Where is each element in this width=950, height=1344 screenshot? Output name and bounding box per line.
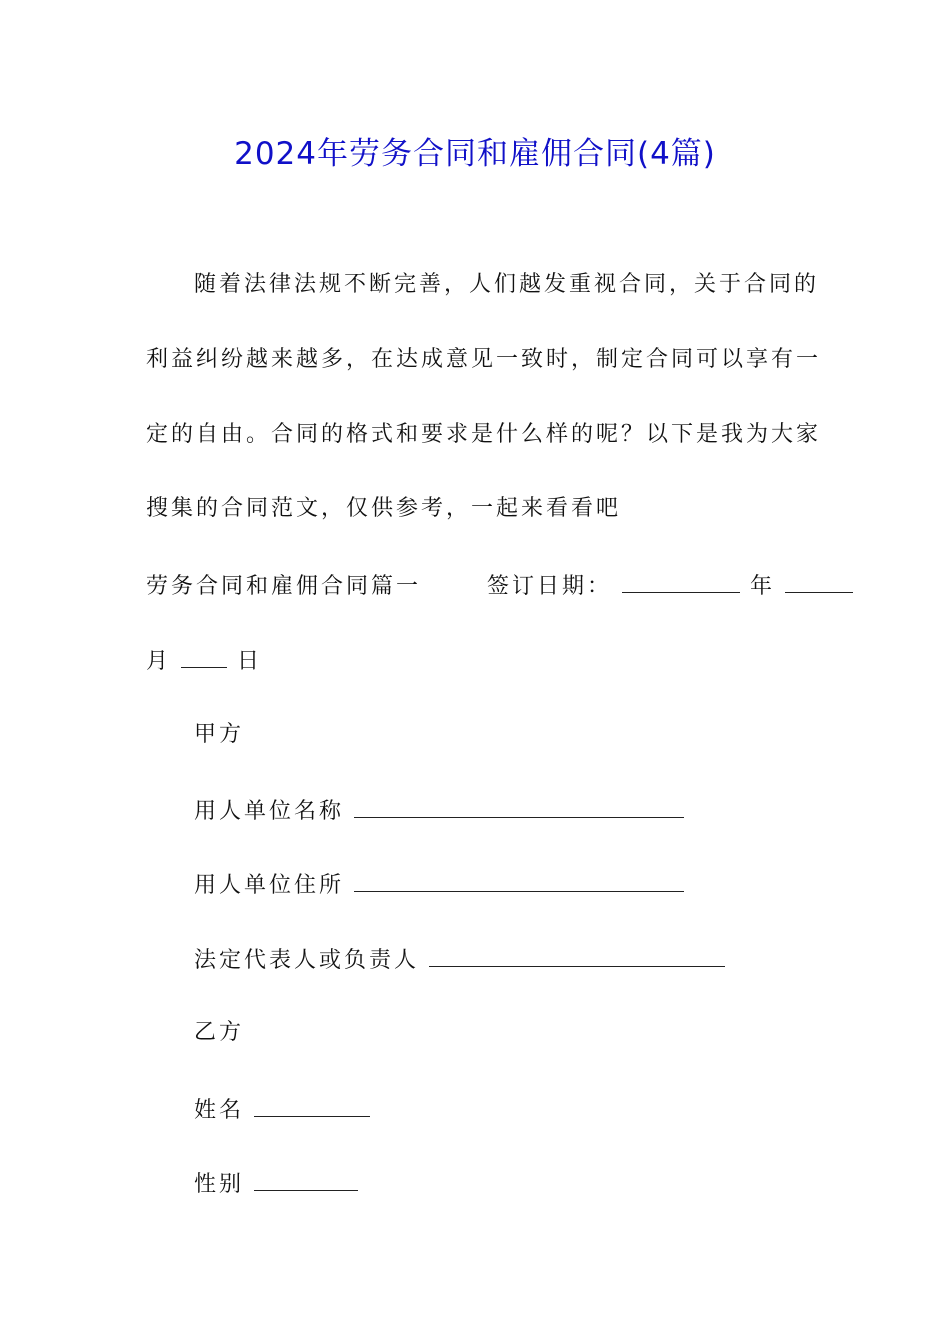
- employer-name-row: [194, 795, 684, 827]
- intro-line-3: 定的自由。合同的格式和要求是什么样的呢？以下是我为大家: [146, 422, 822, 447]
- document-title: 2024年劳务合同和雇佣合同(4篇): [234, 136, 716, 172]
- name-row: [194, 1094, 370, 1126]
- contract-heading: 劳务合同和雇佣合同篇一: [146, 574, 422, 599]
- employer-address-blank[interactable]: [354, 869, 684, 892]
- name-blank[interactable]: [254, 1094, 370, 1117]
- employer-address-row: [194, 869, 684, 901]
- month-label: 月: [146, 649, 172, 674]
- contract-heading-row: [146, 570, 853, 602]
- gender-row: [194, 1168, 358, 1200]
- day-label: 日: [237, 649, 263, 674]
- sign-month-blank[interactable]: [785, 570, 853, 593]
- employer-name-blank[interactable]: [354, 795, 684, 818]
- legal-rep-blank[interactable]: [429, 944, 725, 967]
- contract-date-row: [146, 645, 262, 677]
- gender-blank[interactable]: [254, 1168, 358, 1191]
- sign-year-blank[interactable]: [622, 570, 740, 593]
- intro-line-4: 搜集的合同范文，仅供参考，一起来看看吧: [146, 496, 622, 521]
- legal-rep-row: [194, 944, 725, 976]
- name-label: 姓名: [194, 1098, 245, 1123]
- employer-address-label: 用人单位住所: [194, 873, 345, 898]
- year-label: 年: [750, 574, 776, 599]
- intro-line-2: 利益纠纷越来越多，在达成意见一致时，制定合同可以享有一: [146, 347, 822, 372]
- gender-label: 性别: [194, 1172, 245, 1197]
- sign-day-blank[interactable]: [181, 645, 227, 668]
- employer-name-label: 用人单位名称: [194, 799, 345, 824]
- intro-line-1: 随着法律法规不断完善，人们越发重视合同，关于合同的: [194, 272, 820, 297]
- sign-date-label: 签订日期：: [487, 574, 613, 599]
- legal-rep-label: 法定代表人或负责人: [194, 948, 420, 973]
- party-b-label: 乙方: [194, 1020, 245, 1045]
- party-a-label: 甲方: [194, 722, 245, 747]
